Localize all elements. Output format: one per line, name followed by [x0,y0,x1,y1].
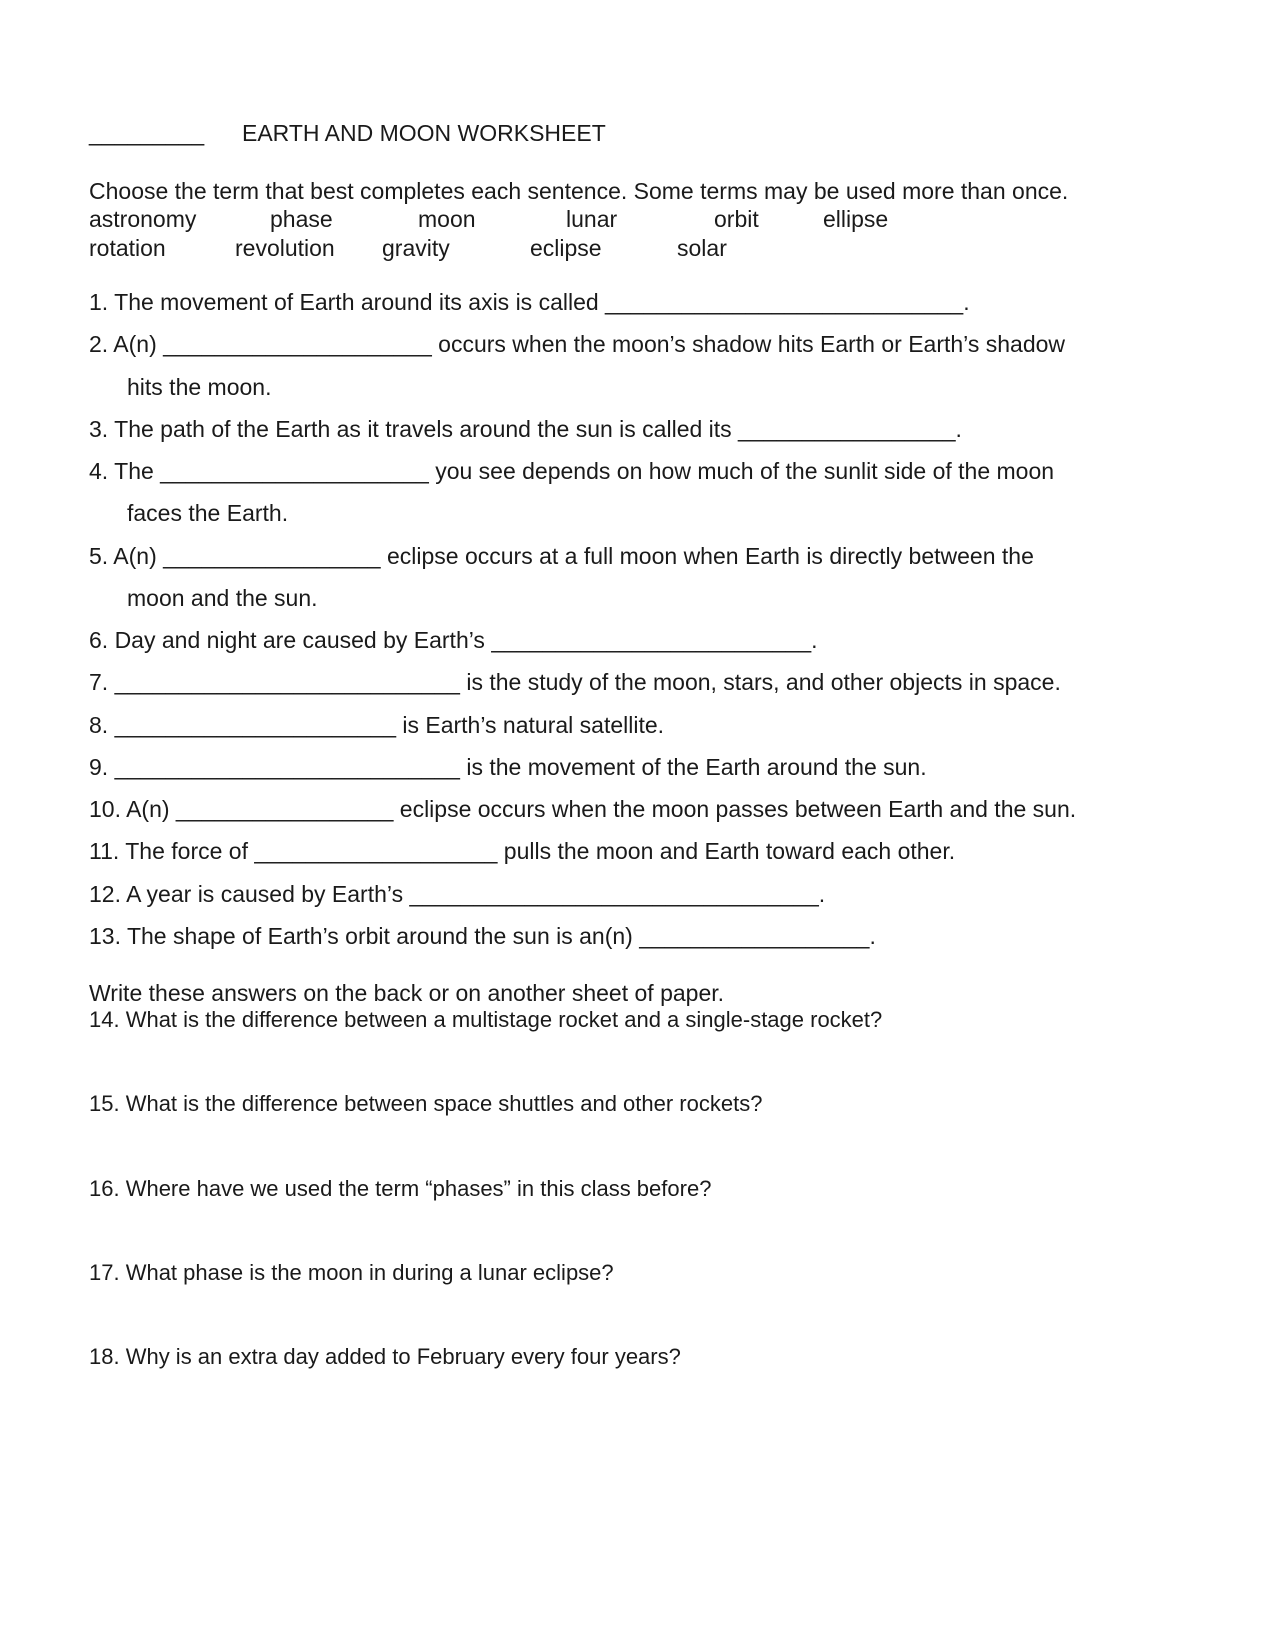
question-18: 18. Why is an extra day added to February every four years? [89,1344,681,1369]
question-12: 12. A year is caused by Earth’s ________________________________. [89,881,826,907]
write-instructions: Write these answers on the back or on another sheet of paper. [89,980,725,1006]
question-16: 16. Where have we used the term “phases” in this class before? [89,1176,712,1201]
question-9: 9. ___________________________ is the movement of the Earth around the sun. [89,754,927,780]
question-2: 2. A(n) _____________________ occurs when the moon’s shadow hits Earth or Earth’s shadow [89,331,1066,357]
question-10: 10. A(n) _________________ eclipse occurs when the moon passes between Earth and the sun. [89,796,1077,822]
question-1: 1. The movement of Earth around its axis is called ____________________________. [89,289,970,315]
term-eclipse: eclipse [530,235,602,261]
question-6: 6. Day and night are caused by Earth’s _________________________. [89,627,818,653]
term-solar: solar [677,235,727,261]
term-rotation: rotation [89,235,166,261]
term-revolution: revolution [235,235,335,261]
question-3: 3. The path of the Earth as it travels around the sun is called its _________________. [89,416,962,442]
term-ellipse: ellipse [823,206,889,232]
term-phase: phase [270,206,333,232]
question-7: 7. ___________________________ is the study of the moon, stars, and other objects in space. [89,669,1061,695]
term-lunar: lunar [566,206,618,232]
question-17: 17. What phase is the moon in during a lunar eclipse? [89,1260,614,1285]
question-15: 15. What is the difference between space shuttles and other rockets? [89,1091,763,1116]
question-11: 11. The force of ___________________ pulls the moon and Earth toward each other. [89,838,956,864]
page-title: EARTH AND MOON WORKSHEET [242,120,606,146]
question-4: 4. The _____________________ you see depends on how much of the sunlit side of the moon [89,458,1055,484]
question-4-continued: faces the Earth. [127,500,289,526]
term-moon: moon [418,206,476,232]
question-2-continued: hits the moon. [127,374,272,400]
term-astronomy: astronomy [89,206,197,232]
instructions-text: Choose the term that best completes each sentence. Some terms may be used more than once. [89,178,1069,204]
question-13: 13. The shape of Earth’s orbit around the sun is an(n) __________________. [89,923,876,949]
name-blank: _________ [89,120,205,146]
term-orbit: orbit [714,206,759,232]
term-gravity: gravity [382,235,450,261]
question-5: 5. A(n) _________________ eclipse occurs at a full moon when Earth is directly between the [89,543,1034,569]
question-14: 14. What is the difference between a multistage rocket and a single-stage rocket? [89,1007,883,1032]
question-8: 8. ______________________ is Earth’s natural satellite. [89,712,665,738]
question-5-continued: moon and the sun. [127,585,318,611]
